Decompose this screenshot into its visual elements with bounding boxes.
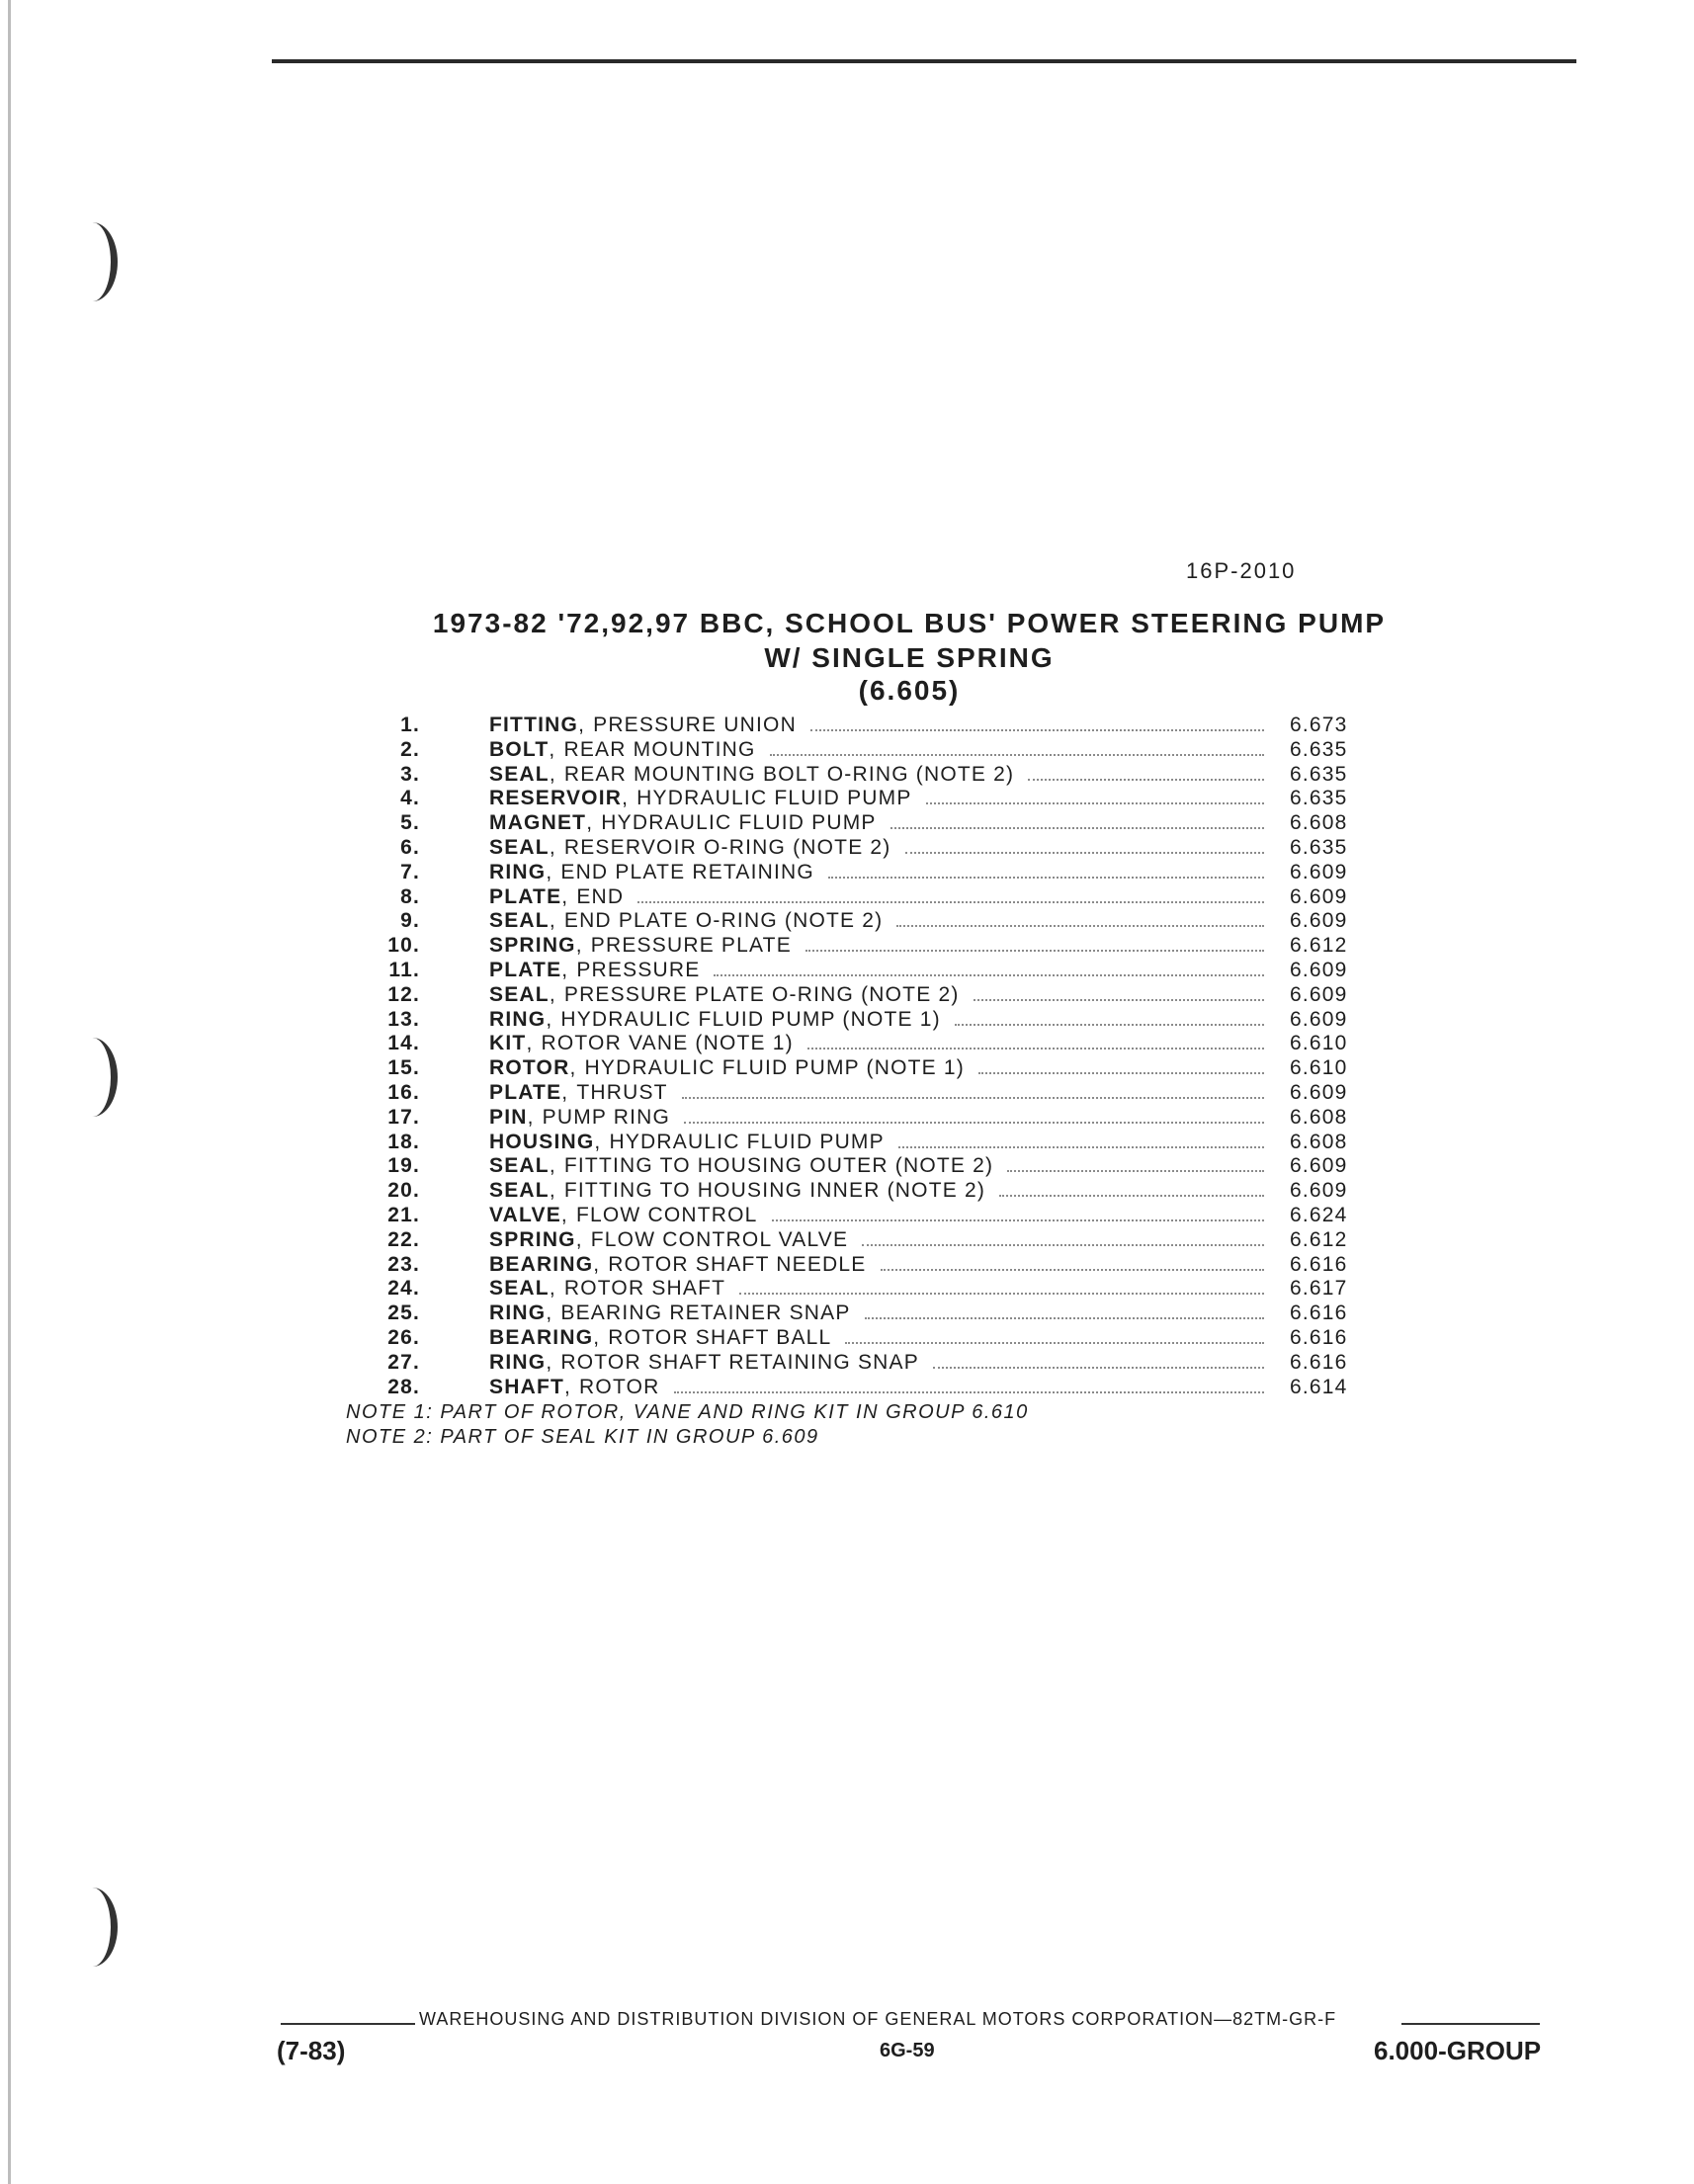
part-name: PLATE [489,958,562,981]
dot-leader [926,789,1264,804]
part-number: 8. [400,884,420,908]
part-name: BEARING [489,1325,594,1349]
dot-leader [999,1181,1264,1197]
part-name-separator: , [593,1252,601,1276]
part-detail: HYDRAULIC FLUID PUMP (NOTE 1) [584,1056,965,1080]
part-detail: FLOW CONTROL [575,1203,758,1226]
part-detail: END [576,884,625,908]
part-description [489,714,1270,737]
binder-hole-mark [67,1038,118,1117]
part-name-separator: , [561,1080,569,1104]
part-row [336,1179,1463,1204]
part-description [489,1204,1270,1227]
part-number: 20. [387,1179,420,1203]
part-detail: PUMP RING [542,1105,671,1129]
part-name-separator: , [546,860,553,883]
part-name-separator: , [549,737,556,761]
part-row [336,1277,1463,1302]
part-group-number: 6.614 [1290,1375,1348,1398]
part-detail: PRESSURE [576,958,701,981]
part-detail: FITTING TO HOUSING OUTER (NOTE 2) [563,1154,994,1178]
part-row [336,1008,1463,1033]
part-row [336,1131,1463,1155]
part-number: 15. [387,1056,420,1080]
part-name-separator: , [593,1325,601,1349]
part-name-separator: , [549,835,556,859]
part-description [489,983,1270,1007]
part-detail: HYDRAULIC FLUID PUMP [601,811,877,835]
dot-leader [637,887,1264,903]
part-group-number: 6.609 [1290,982,1348,1006]
part-name-separator: , [594,1130,602,1153]
page-left-edge [8,0,11,2184]
dot-leader [810,715,1264,731]
part-number: 5. [400,811,420,835]
part-row [336,983,1463,1008]
dot-leader [898,1133,1264,1148]
part-group-number: 6.609 [1290,1007,1348,1031]
dot-leader [1007,1156,1264,1172]
part-name-separator: , [549,762,556,786]
dot-leader [978,1058,1264,1074]
part-description [489,1277,1270,1301]
part-group-number: 6.617 [1290,1277,1348,1301]
dot-leader [807,1034,1264,1050]
footer-group: 6.000-GROUP [1374,2036,1542,2065]
part-description [489,909,1270,933]
part-detail: ROTOR VANE (NOTE 1) [541,1032,794,1055]
part-name: SPRING [489,1227,576,1251]
part-row [336,885,1463,910]
part-number: 17. [387,1105,420,1129]
part-detail: PRESSURE PLATE O-RING (NOTE 2) [563,982,960,1006]
part-name: SEAL [489,835,550,859]
part-group-number: 6.635 [1290,737,1348,761]
part-row [336,1032,1463,1056]
part-name: SHAFT [489,1375,564,1398]
dot-leader [896,911,1264,927]
part-name-separator: , [526,1032,534,1055]
part-name: SEAL [489,1154,550,1178]
part-row [336,1351,1463,1376]
part-group-number: 6.635 [1290,787,1348,810]
part-name-separator: , [561,958,569,981]
part-group-number: 6.608 [1290,1105,1348,1129]
part-number: 10. [387,934,420,958]
part-number: 18. [387,1130,420,1153]
part-name: SEAL [489,982,550,1006]
part-name-separator: , [546,1007,553,1031]
part-name: KIT [489,1032,527,1055]
part-number: 19. [387,1154,420,1178]
part-row [336,1106,1463,1131]
part-detail: REAR MOUNTING BOLT O-RING (NOTE 2) [563,762,1015,786]
part-group-number: 6.610 [1290,1032,1348,1055]
part-name-separator: , [549,1179,556,1203]
part-name: SEAL [489,1179,550,1203]
part-row [336,909,1463,934]
part-description [489,1326,1270,1350]
part-group-number: 6.616 [1290,1302,1348,1325]
page-title: 1973-82 '72,92,97 BBC, SCHOOL BUS' POWER STEERING PUMP [432,608,1387,638]
part-description [489,934,1270,958]
part-name: HOUSING [489,1130,595,1153]
part-name: SEAL [489,909,550,933]
part-row [336,811,1463,836]
part-detail: HYDRAULIC FLUID PUMP [636,787,912,810]
part-group-number: 6.610 [1290,1056,1348,1080]
part-name-separator: , [527,1105,535,1129]
part-number: 23. [387,1252,420,1276]
part-name-separator: , [586,811,594,835]
part-name: SEAL [489,1277,550,1301]
part-name-separator: , [546,1350,553,1374]
part-row [336,1376,1463,1400]
part-number: 26. [387,1325,420,1349]
part-description [489,1131,1270,1154]
part-description [489,1154,1270,1178]
part-description [489,763,1270,787]
part-number: 2. [400,737,420,761]
part-name-separator: , [575,934,583,958]
part-number: 12. [387,982,420,1006]
part-name-separator: , [564,1375,572,1398]
part-description [489,787,1270,810]
dot-leader [865,1303,1264,1319]
part-number: 14. [387,1032,420,1055]
part-description [489,1056,1270,1080]
footer-division: WAREHOUSING AND DISTRIBUTION DIVISION OF GENERAL MOTORS CORPORATION—82TM-GR-F [419,2009,1337,2029]
note-2: NOTE 2: PART OF SEAL KIT IN GROUP 6.609 [346,1426,819,1448]
part-detail: ROTOR SHAFT BALL [608,1325,832,1349]
part-name: FITTING [489,714,579,736]
part-detail: END PLATE RETAINING [560,860,814,883]
part-group-number: 6.609 [1290,860,1348,883]
part-row [336,1154,1463,1179]
part-detail: PRESSURE PLATE [590,934,792,958]
dot-leader [772,1206,1264,1221]
part-group-number: 6.624 [1290,1203,1348,1226]
part-description [489,861,1270,884]
part-row [336,836,1463,861]
part-group-number: 6.609 [1290,1154,1348,1178]
part-name-separator: , [561,884,569,908]
footer-rule-left [281,2023,415,2025]
part-number: 3. [400,762,420,786]
binder-hole-mark [67,1888,118,1967]
dot-leader [1028,765,1264,781]
dot-leader [881,1255,1265,1271]
part-row [336,714,1463,738]
part-number: 9. [400,909,420,933]
part-name: SEAL [489,762,550,786]
dot-leader [905,838,1264,854]
dot-leader [770,740,1264,756]
part-detail: END PLATE O-RING (NOTE 2) [563,909,884,933]
part-name: BEARING [489,1252,594,1276]
part-name-separator: , [575,1227,583,1251]
part-name-separator: , [569,1056,577,1080]
part-description [489,1179,1270,1203]
part-description [489,959,1270,982]
part-description [489,1081,1270,1105]
part-detail: ROTOR SHAFT [563,1277,726,1301]
part-row [336,934,1463,959]
part-name: PLATE [489,884,562,908]
part-name: VALVE [489,1203,561,1226]
part-detail: ROTOR SHAFT RETAINING SNAP [560,1350,919,1374]
part-name-separator: , [622,787,630,810]
part-name: RING [489,1350,547,1374]
part-detail: THRUST [576,1080,668,1104]
dot-leader [890,813,1264,829]
part-detail: FLOW CONTROL VALVE [590,1227,849,1251]
part-number: 4. [400,787,420,810]
dot-leader [845,1328,1264,1344]
part-detail: HYDRAULIC FLUID PUMP (NOTE 1) [560,1007,941,1031]
part-detail: ROTOR [579,1375,660,1398]
part-number: 1. [400,714,420,736]
part-group-number: 6.609 [1290,1080,1348,1104]
part-name: RING [489,1007,547,1031]
dot-leader [739,1279,1264,1295]
part-name: PIN [489,1105,528,1129]
part-row [336,959,1463,983]
part-group-number: 6.609 [1290,909,1348,933]
part-detail: PRESSURE UNION [593,714,797,736]
part-description [489,738,1270,762]
part-detail: BEARING RETAINER SNAP [560,1302,851,1325]
part-number: 6. [400,835,420,859]
part-name: PLATE [489,1080,562,1104]
part-row [336,738,1463,763]
part-group-number: 6.609 [1290,884,1348,908]
part-number: 7. [400,860,420,883]
part-group-number: 6.616 [1290,1252,1348,1276]
part-description [489,1253,1270,1277]
part-group-number: 6.609 [1290,1179,1348,1203]
part-row [336,1056,1463,1081]
dot-leader [684,1108,1264,1124]
dot-leader [974,985,1264,1001]
part-number: 21. [387,1203,420,1226]
part-description [489,1351,1270,1375]
part-group-number: 6.616 [1290,1350,1348,1374]
footer-page-number: 6G-59 [880,2040,935,2061]
dot-leader [955,1010,1264,1026]
part-name: SPRING [489,934,576,958]
part-description [489,1228,1270,1252]
part-row [336,1326,1463,1351]
part-description [489,1008,1270,1032]
part-name: RING [489,1302,547,1325]
part-number: 22. [387,1227,420,1251]
part-detail: REAR MOUNTING [563,737,756,761]
part-row [336,1302,1463,1326]
part-group-number: 6.608 [1290,811,1348,835]
part-row [336,1204,1463,1228]
part-number: 24. [387,1277,420,1301]
top-rule [272,59,1576,63]
part-description [489,1106,1270,1130]
footer-date: (7-83) [277,2036,346,2065]
part-detail: FITTING TO HOUSING INNER (NOTE 2) [563,1179,986,1203]
binder-hole-mark [67,222,118,301]
part-name-separator: , [560,1203,568,1226]
dot-leader [674,1378,1265,1393]
part-name: MAGNET [489,811,587,835]
part-row [336,787,1463,811]
part-name-separator: , [549,1277,556,1301]
part-number: 27. [387,1350,420,1374]
part-row [336,1081,1463,1106]
part-number: 13. [387,1007,420,1031]
part-name: BOLT [489,737,550,761]
note-1: NOTE 1: PART OF ROTOR, VANE AND RING KIT IN GROUP 6.610 [346,1401,1029,1423]
part-detail: RESERVOIR O-RING (NOTE 2) [563,835,891,859]
part-name-separator: , [549,909,556,933]
part-group-number: 6.635 [1290,762,1348,786]
part-row [336,763,1463,788]
part-description [489,885,1270,909]
part-description [489,1376,1270,1399]
part-group-number: 6.612 [1290,1227,1348,1251]
part-name-separator: , [546,1302,553,1325]
part-row [336,1228,1463,1253]
part-group-number: 6.609 [1290,958,1348,981]
part-row [336,861,1463,885]
part-group-number: 6.612 [1290,934,1348,958]
dot-leader [805,936,1264,952]
dot-leader [828,863,1264,879]
dot-leader [862,1230,1264,1246]
doc-code: 16P-2010 [1186,558,1297,583]
part-description [489,836,1270,860]
part-name-separator: , [578,714,586,736]
page-subtitle: W/ SINGLE SPRING [764,642,1055,673]
part-number: 11. [388,958,420,981]
part-number: 28. [387,1375,420,1398]
part-number: 25. [387,1302,420,1325]
part-name: ROTOR [489,1056,570,1080]
part-name: RESERVOIR [489,787,623,810]
dot-leader [933,1353,1264,1369]
part-name-separator: , [549,1154,556,1178]
dot-leader [682,1083,1264,1099]
part-name-separator: , [549,982,556,1006]
part-description [489,1032,1270,1055]
part-number: 16. [387,1080,420,1104]
part-group-number: 6.616 [1290,1325,1348,1349]
part-group-number: 6.673 [1290,714,1348,736]
dot-leader [714,961,1264,976]
part-description [489,1302,1270,1325]
footer-rule-right [1401,2023,1540,2025]
parts-list [336,714,1463,1399]
part-detail: HYDRAULIC FLUID PUMP [609,1130,885,1153]
part-row [336,1253,1463,1278]
part-description [489,811,1270,835]
part-detail: ROTOR SHAFT NEEDLE [608,1252,867,1276]
part-group-number: 6.608 [1290,1130,1348,1153]
part-name: RING [489,860,547,883]
part-group-number: 6.635 [1290,835,1348,859]
group-code-title: (6.605) [858,675,961,706]
